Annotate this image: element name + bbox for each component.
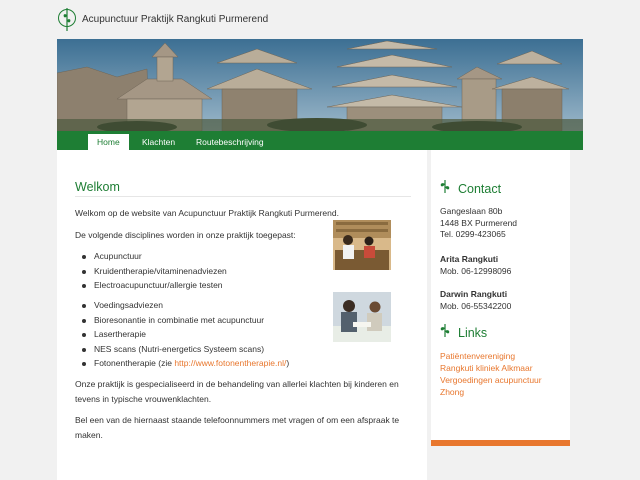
header-banner-image bbox=[57, 39, 583, 131]
nav-klachten[interactable]: Klachten bbox=[142, 137, 176, 147]
logo-icon[interactable] bbox=[57, 6, 77, 32]
paragraph-line: tevens in typische vrouwenklachten. bbox=[75, 393, 212, 404]
phone-line: Tel. 0299-423065 bbox=[440, 229, 506, 239]
specialization-text bbox=[75, 377, 399, 406]
link-rangkuti-kliniek-alkmaar[interactable]: Rangkuti kliniek Alkmaar bbox=[440, 363, 533, 373]
contact-person-2 bbox=[440, 289, 511, 312]
list-item: NES scans (Nutri-energetics Systeem scans) bbox=[75, 342, 289, 357]
paragraph-line: Onze praktijk is gespecialiseerd in de behandeling van allerlei klachten bij kinderen en bbox=[75, 379, 399, 389]
main-navigation bbox=[57, 131, 583, 150]
person-phone: Mob. 06-55342200 bbox=[440, 300, 512, 311]
discipline-list-2 bbox=[75, 298, 289, 371]
contact-person-1 bbox=[440, 254, 511, 277]
sidebar-accent-bar bbox=[431, 440, 570, 446]
sprout-icon bbox=[440, 324, 450, 340]
paragraph-line: Bel een van de hiernaast staande telefoonnummers met vragen of om een afspraak te bbox=[75, 415, 400, 425]
discipline-list-1 bbox=[75, 249, 227, 293]
site-header bbox=[57, 6, 583, 36]
practice-photo-consult bbox=[333, 292, 391, 342]
address-line: 1448 BX Purmerend bbox=[440, 217, 518, 228]
link-patientenvereniging[interactable]: Patiëntenvereniging bbox=[440, 351, 516, 361]
contact-heading-label: Contact bbox=[458, 182, 502, 196]
sprout-icon bbox=[440, 180, 450, 196]
list-item: Acupunctuur bbox=[75, 249, 227, 264]
link-zhong[interactable]: Zhong bbox=[440, 387, 465, 397]
list-item: Electroacupunctuur/allergie testen bbox=[75, 278, 227, 293]
contact-prompt-text bbox=[75, 413, 399, 442]
contact-heading bbox=[440, 180, 501, 196]
list-item: Voedingsadviezen bbox=[75, 298, 289, 313]
intro-text: Welkom op de website van Acupunctuur Praktijk Rangkuti Purmerend. bbox=[75, 208, 339, 218]
address-line: Gangeslaan 80b bbox=[440, 206, 503, 216]
nav-home[interactable]: Home bbox=[88, 134, 129, 150]
disciplines-intro: De volgende disciplines worden in onze praktijk toegepast: bbox=[75, 230, 296, 240]
list-item-fotonentherapie bbox=[75, 356, 289, 371]
links-heading-label: Links bbox=[458, 326, 488, 340]
list-item-prefix: Fotonentherapie (zie bbox=[94, 358, 175, 368]
main-content bbox=[57, 150, 427, 480]
list-item: Lasertherapie bbox=[75, 327, 289, 342]
practice-photo-herbs bbox=[333, 220, 391, 270]
list-item: Bioresonantie in combinatie met acupunctuur bbox=[75, 313, 289, 328]
sidebar bbox=[431, 150, 570, 440]
page-title: Welkom bbox=[75, 180, 120, 194]
links-heading bbox=[440, 324, 487, 340]
person-phone: Mob. 06-12998096 bbox=[440, 265, 512, 276]
nav-routebeschrijving[interactable]: Routebeschrijving bbox=[196, 137, 264, 147]
list-item: Kruidentherapie/vitaminenadviezen bbox=[75, 264, 227, 279]
person-name: Darwin Rangkuti bbox=[440, 289, 508, 299]
title-divider bbox=[75, 196, 411, 197]
link-vergoedingen-acupunctuur[interactable]: Vergoedingen acupunctuur bbox=[440, 375, 542, 385]
person-name: Arita Rangkuti bbox=[440, 254, 499, 264]
fotonentherapie-link[interactable]: http://www.fotonentherapie.nl/ bbox=[174, 358, 287, 368]
list-item-suffix: ) bbox=[286, 358, 290, 368]
site-title[interactable]: Acupunctuur Praktijk Rangkuti Purmerend bbox=[82, 14, 269, 25]
paragraph-line: maken. bbox=[75, 429, 103, 440]
address-block bbox=[440, 206, 517, 241]
